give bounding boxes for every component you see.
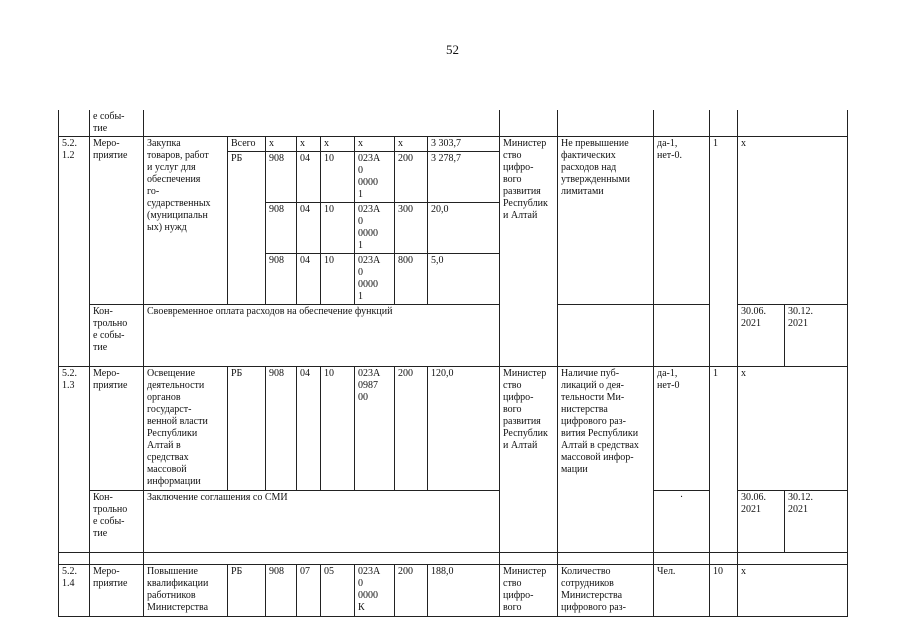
code-cell: x — [355, 137, 395, 152]
code-cell: 10 — [321, 254, 355, 305]
control-event-text: Своевременное оплата расходов на обеспечение функций — [144, 305, 500, 367]
activity-number: 5.2. 1.3 — [59, 367, 90, 553]
code-cell: 023А 0 0000 1 — [355, 152, 395, 203]
value-cell: 1 — [710, 367, 738, 553]
code-cell: 10 — [321, 367, 355, 491]
activity-type: Меро- приятие — [90, 367, 144, 491]
code-cell: 07 — [297, 565, 321, 617]
code-cell: 023А 0987 00 — [355, 367, 395, 491]
value-cell — [710, 110, 738, 137]
funding-source: Всего — [228, 137, 266, 152]
code-cell: 04 — [297, 367, 321, 491]
control-event-type: Кон- трольно е собы- тие — [90, 305, 144, 367]
executor-cell: Министер ство цифро- вого развития Республик и Алтай — [500, 137, 558, 367]
activity-type: Меро- приятие — [90, 137, 144, 305]
indicator-cell: Не превышение фактических расходов над утвержденными лимитами — [558, 137, 654, 305]
indicator-cell — [558, 305, 654, 367]
table-row — [59, 565, 848, 617]
page-number: 52 — [446, 42, 459, 57]
amount-cell: 188,0 — [428, 565, 500, 617]
code-cell: x — [297, 137, 321, 152]
number-cell — [59, 110, 90, 137]
code-cell: 04 — [297, 254, 321, 305]
value-cell: 1 — [710, 137, 738, 367]
executor-cell — [500, 110, 558, 137]
code-cell: 800 — [395, 254, 428, 305]
activity-number: 5.2. 1.4 — [59, 565, 90, 617]
amount-cell: 3 278,7 — [428, 152, 500, 203]
event-type-cell: е собы- тие — [90, 110, 144, 137]
unit-cell — [654, 305, 710, 367]
indicator-cell: Количество сотрудников Министерства цифрового раз- — [558, 565, 654, 617]
date-start-cell: 30.06. 2021 — [738, 305, 785, 367]
activity-name: Повышение квалификации работников Министерства — [144, 565, 228, 617]
activity-number: 5.2. 1.2 — [59, 137, 90, 367]
mark-cell: x — [738, 565, 848, 617]
funding-source: РБ — [228, 565, 266, 617]
amount-cell: 3 303,7 — [428, 137, 500, 152]
indicator-cell — [558, 553, 654, 565]
type-cell — [90, 553, 144, 565]
plan-table-sheet — [58, 110, 847, 613]
table-row — [59, 110, 848, 137]
mark-cell — [738, 110, 848, 137]
mark-cell: x — [738, 137, 848, 305]
value-cell: 10 — [710, 565, 738, 617]
code-cell: 05 — [321, 565, 355, 617]
code-cell: x — [266, 137, 297, 152]
funding-source: РБ — [228, 152, 266, 305]
unit-cell — [654, 553, 710, 565]
unit-cell: · — [654, 491, 710, 553]
control-event-type: Кон- трольно е собы- тие — [90, 491, 144, 553]
number-cell — [59, 553, 90, 565]
code-cell: 023А 0 0000 К — [355, 565, 395, 617]
executor-cell: Министер ство цифро- вого развития Республик и Алтай — [500, 367, 558, 553]
amount-cell: 5,0 — [428, 254, 500, 305]
code-cell: 908 — [266, 203, 297, 254]
date-end-cell: 30.12. 2021 — [785, 491, 848, 553]
funding-source: РБ — [228, 367, 266, 491]
code-cell: 908 — [266, 565, 297, 617]
blank-cell — [144, 553, 500, 565]
code-cell: 908 — [266, 152, 297, 203]
amount-cell: 120,0 — [428, 367, 500, 491]
code-cell: 300 — [395, 203, 428, 254]
code-cell: 10 — [321, 203, 355, 254]
unit-cell — [654, 110, 710, 137]
executor-cell — [500, 553, 558, 565]
code-cell: 200 — [395, 565, 428, 617]
amount-cell: 20,0 — [428, 203, 500, 254]
code-cell: 908 — [266, 367, 297, 491]
value-cell — [710, 553, 738, 565]
activity-type: Меро- приятие — [90, 565, 144, 617]
code-cell: 023А 0 0000 1 — [355, 254, 395, 305]
blank-cell — [144, 110, 500, 137]
code-cell: 04 — [297, 203, 321, 254]
control-event-text: Заключение соглашения со СМИ — [144, 491, 500, 553]
unit-cell: да-1, нет-0. — [654, 137, 710, 305]
indicator-cell: Наличие пуб- ликаций о дея- тельности Ми- нистерства цифрового раз- вития Республики Алтай в средствах массовой инфор- мации — [558, 367, 654, 553]
mark-cell — [738, 553, 848, 565]
table-row — [59, 137, 848, 152]
code-cell: 10 — [321, 152, 355, 203]
code-cell: 023А 0 0000 1 — [355, 203, 395, 254]
date-end-cell: 30.12. 2021 — [785, 305, 848, 367]
date-start-cell: 30.06. 2021 — [738, 491, 785, 553]
unit-cell: да-1, нет-0 — [654, 367, 710, 491]
executor-cell: Министер ство цифро- вого — [500, 565, 558, 617]
table-row — [59, 367, 848, 491]
activity-name: Освещение деятельности органов государст- венной власти Республики Алтай в средствах массовой информации — [144, 367, 228, 491]
activity-name: Закупка товаров, работ и услуг для обеспечения го- сударственных (муниципальн ых) нужд — [144, 137, 228, 305]
table-row — [59, 553, 848, 565]
code-cell: x — [395, 137, 428, 152]
code-cell: 200 — [395, 367, 428, 491]
plan-table — [58, 110, 848, 617]
unit-cell: Чел. — [654, 565, 710, 617]
code-cell: x — [321, 137, 355, 152]
code-cell: 908 — [266, 254, 297, 305]
code-cell: 200 — [395, 152, 428, 203]
mark-cell: x — [738, 367, 848, 491]
code-cell: 04 — [297, 152, 321, 203]
indicator-cell — [558, 110, 654, 137]
